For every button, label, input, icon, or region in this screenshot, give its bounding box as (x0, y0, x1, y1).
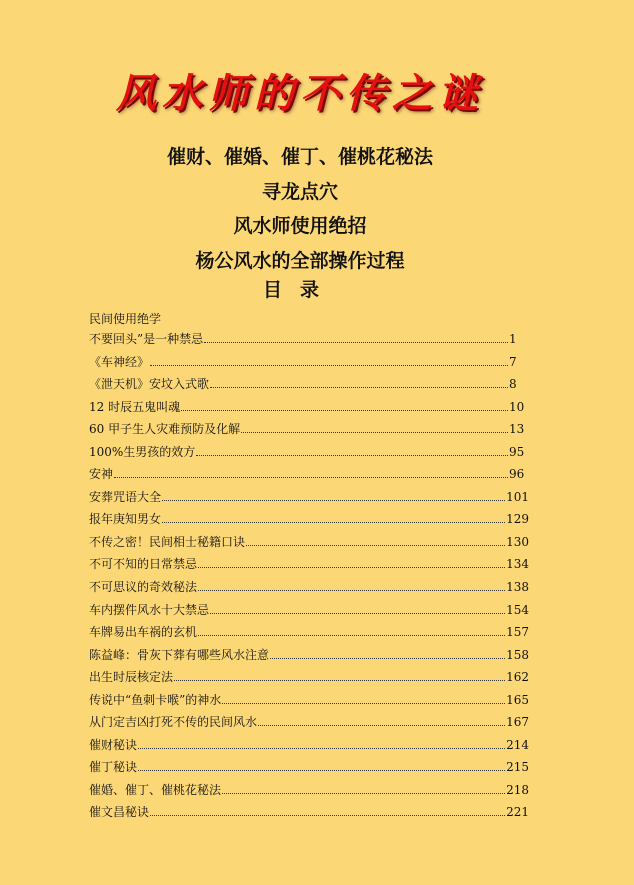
toc-entry-label: 出生时辰核定法 (89, 670, 174, 685)
toc-entry-page-number: 134 (506, 557, 529, 572)
toc-entry-label: 从门定吉凶打死不传的民间风水 (89, 715, 258, 730)
subtitle-line: 杨公风水的全部操作过程 (195, 249, 405, 272)
toc-dot-leader (198, 567, 505, 568)
toc-dot-leader (222, 703, 505, 704)
toc-entry[interactable] (89, 375, 529, 398)
toc-entry[interactable] (89, 691, 529, 714)
toc-entry-label: 《车神经》 (89, 354, 150, 369)
toc-dot-leader (204, 342, 508, 343)
toc-entry-label: 车牌易出车祸的玄机 (89, 625, 198, 640)
toc-entry[interactable] (89, 488, 529, 511)
toc-entry[interactable] (89, 443, 529, 466)
subtitle-block (0, 140, 600, 278)
toc-entry-label: 不可思议的奇效秘法 (89, 580, 198, 595)
toc-dot-leader (210, 613, 505, 614)
toc-entry-page-number: 162 (506, 670, 529, 685)
toc-entry[interactable] (89, 623, 529, 646)
toc-entry[interactable] (89, 578, 529, 601)
toc-entry[interactable] (89, 646, 529, 669)
toc-dot-leader (150, 815, 505, 816)
toc-entry-page-number: 165 (506, 692, 529, 707)
toc-dot-leader (270, 658, 505, 659)
toc-entry[interactable] (89, 781, 529, 804)
toc-dot-leader (196, 455, 508, 456)
toc-entry-label: 不传之密！民间相士秘籍口诀 (89, 534, 246, 549)
toc-dot-leader (198, 590, 505, 591)
toc-entry-page-number: 158 (506, 647, 529, 662)
toc-entry-label: 传说中“鱼刺卡喉”的神水 (89, 692, 222, 707)
subtitle-line: 催财、催婚、催丁、催桃花秘法 (166, 146, 433, 168)
toc-entry-page-number: 95 (509, 444, 525, 459)
toc-entry[interactable] (89, 533, 529, 556)
toc-entry-page-number: 154 (506, 602, 529, 617)
toc-entry-label: 催婚、催丁、催桃花秘法 (89, 782, 222, 797)
subtitle-line: 风水师使用绝招 (233, 215, 367, 237)
toc-dot-leader (138, 770, 505, 771)
toc-entry-page-number: 157 (506, 625, 529, 640)
toc-entry-label: 安葬咒语大全 (89, 489, 162, 504)
toc-entry-page-number: 101 (506, 489, 529, 504)
toc-dot-leader (258, 725, 505, 726)
toc-dot-leader (198, 635, 505, 636)
toc-entry-label: 催财秘诀 (89, 737, 138, 752)
toc-entry[interactable] (89, 713, 529, 736)
toc-dot-leader (150, 365, 508, 366)
toc-entry-label: 不要回头”是一种禁忌 (89, 332, 204, 346)
toc-heading: 目录 (262, 279, 337, 301)
toc-entry[interactable] (89, 330, 529, 353)
toc-entry[interactable] (89, 736, 529, 759)
toc-entry-label: 安神 (89, 467, 114, 482)
toc-entry-label: 100%生男孩的效方 (89, 444, 196, 459)
toc-entry-page-number: 167 (506, 715, 529, 730)
subtitle-line: 寻龙点穴 (261, 180, 338, 203)
toc-dot-leader (210, 387, 508, 388)
toc-entry[interactable] (89, 555, 529, 578)
toc-entry-label: 不可不知的日常禁忌 (89, 557, 198, 572)
toc-entry-page-number: 10 (509, 399, 525, 414)
toc-section-label: 民间使用绝学 (89, 312, 162, 326)
document-title: 风水师的不传之谜 (116, 70, 484, 117)
toc-entry-label: 《泄天机》安坟入式歌 (89, 377, 210, 392)
toc-dot-leader (246, 545, 505, 546)
toc-entry-page-number: 7 (509, 354, 517, 369)
toc-dot-leader (114, 477, 508, 478)
toc-entry-page-number: 8 (509, 377, 517, 392)
toc-dot-leader (162, 500, 505, 501)
toc-entry-page-number: 129 (506, 512, 529, 527)
toc-entry-label: 60 甲子生人灾难预防及化解 (89, 422, 241, 437)
toc-dot-leader (138, 748, 505, 749)
toc-entry-page-number: 138 (506, 580, 529, 595)
table-of-contents (89, 330, 529, 826)
toc-entry-label: 催丁秘诀 (89, 760, 138, 775)
toc-entry[interactable] (89, 601, 529, 624)
toc-entry-label: 报年庚知男女 (89, 512, 162, 527)
toc-entry-page-number: 218 (506, 782, 529, 797)
toc-dot-leader (222, 793, 505, 794)
toc-entry-page-number: 96 (509, 467, 525, 482)
toc-entry-page-number: 130 (506, 534, 529, 549)
toc-entry-label: 12 时辰五鬼叫魂 (89, 399, 181, 414)
toc-entry-page-number: 215 (506, 760, 529, 775)
toc-entry[interactable] (89, 668, 529, 691)
toc-entry-label: 催文昌秘诀 (89, 805, 150, 820)
toc-entry-page-number: 214 (506, 737, 529, 752)
toc-dot-leader (181, 410, 508, 411)
toc-entry[interactable] (89, 758, 529, 781)
toc-entry[interactable] (89, 510, 529, 533)
toc-entry-label: 车内摆件风水十大禁忌 (89, 602, 210, 617)
toc-dot-leader (174, 680, 505, 681)
toc-entry[interactable] (89, 465, 529, 488)
toc-dot-leader (162, 522, 505, 523)
toc-entry-page-number: 221 (506, 805, 529, 820)
toc-entry[interactable] (89, 398, 529, 421)
toc-entry[interactable] (89, 803, 529, 826)
toc-entry[interactable] (89, 420, 529, 443)
toc-entry-page-number: 1 (509, 332, 517, 346)
toc-entry-page-number: 13 (509, 422, 525, 437)
toc-entry-label: 陈益峰：骨灰下葬有哪些风水注意 (89, 647, 270, 662)
toc-entry[interactable] (89, 353, 529, 376)
toc-dot-leader (241, 432, 508, 433)
